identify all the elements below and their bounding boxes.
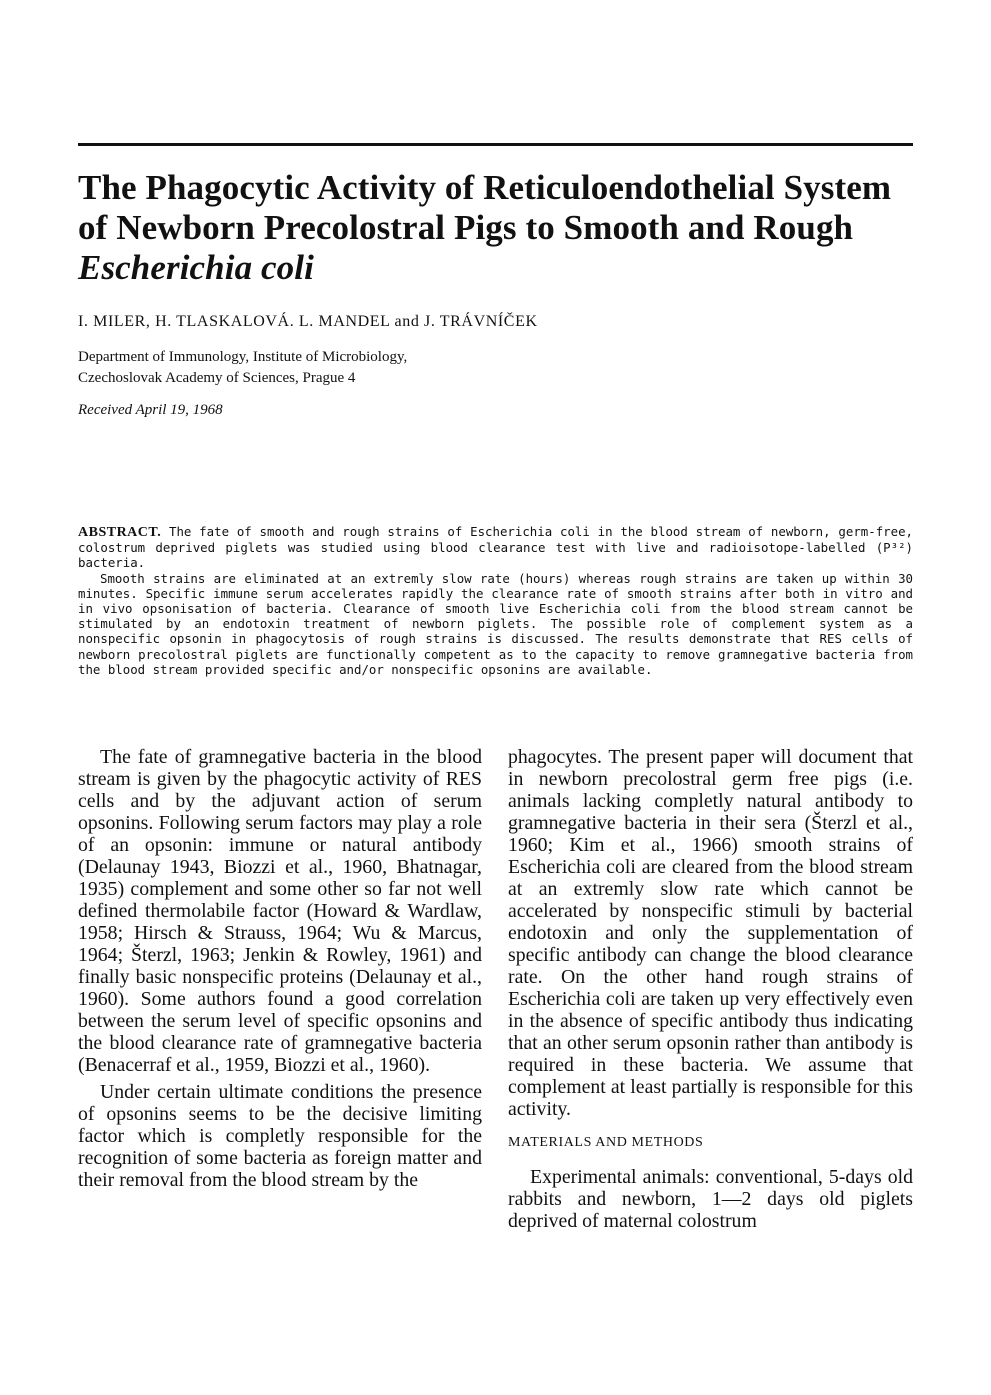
section-heading: MATERIALS AND METHODS — [508, 1135, 704, 1150]
abstract-paragraph-1 — [78, 524, 913, 571]
body-column-left — [78, 746, 482, 1196]
body-paragraph: Under certain ultimate conditions the presence of opsonins seems to be the decisive limiting factor which is completly responsible for the recognition of some bacteria as foreign matter and their removal from the blood stream by the — [78, 1081, 482, 1191]
title-line-1: The Phagocytic Activity of Reticuloendothelial System — [78, 168, 892, 207]
author-list: I. MILER, H. TLASKALOVÁ. L. MANDEL and J. TRÁVNÍČEK — [78, 313, 538, 330]
body-column-right — [508, 746, 913, 1237]
abstract — [78, 524, 913, 677]
abstract-paragraph-2: Smooth strains are eliminated at an extremly slow rate (hours) whereas rough strains are taken up within 30 minutes. Specific immune serum accelerates rapidly the clearance rate of smooth strains after both in vitro and in vivo opsonisation of bacteria. Clearance of smooth live Escherichia coli from the blood stream cannot be stimulated by an endotoxin treatment of newborn piglets. The possible role of complement system as a nonspecific opsonin in phagocytosis of rough strains is discussed. The results demonstrate that RES cells of newborn precolostral piglets are functionally competent as to the capacity to remove gramnegative bacteria from the blood stream provided specific and/or nonspecific opsonins are available. — [78, 570, 913, 677]
affiliation-line-1: Department of Immunology, Institute of Microbiology, — [78, 349, 408, 365]
received-date: Received April 19, 1968 — [78, 402, 223, 418]
header-rule — [78, 143, 913, 146]
article-title — [78, 168, 913, 288]
affiliation — [78, 347, 407, 389]
affiliation-line-2: Czechoslovak Academy of Sciences, Prague 4 — [78, 370, 356, 386]
body-paragraph: phagocytes. The present paper will document that in newborn precolostral germ free pigs (i.e. animals lacking completly natural antibody to gramnegative bacteria in their sera (Šterzl et al., 1960; Kim et al., 1966) smooth strains of Escherichia coli are cleared from the blood stream at an extremly slow rate which cannot be accelerated by nonspecific stimuli by bacterial endotoxin and only the supplementation of specific antibody can change the blood clearance rate. On the other hand rough strains of Escherichia coli are taken up very effectively even in the absence of specific antibody thus indicating that an other serum opsonin rather than antibody is required in these bacteria. We assume that complement at least partially is responsible for this activity. — [508, 746, 913, 1120]
title-line-2: of Newborn Precolostral Pigs to Smooth and Rough — [78, 208, 854, 247]
body-paragraph: The fate of gramnegative bacteria in the blood stream is given by the phagocytic activity of RES cells and by the adjuvant action of serum opsonins. Following serum factors may play a role of an opsonin: immune or natural antibody (Delaunay 1943, Biozzi et al., 1960, Bhatnagar, 1935) complement and some other so far not well defined thermolabile factor (Howard & Wardlaw, 1958; Hirsch & Strauss, 1964; Wu & Marcus, 1964; Šterzl, 1963; Jenkin & Rowley, 1961) and finally basic nonspecific proteins (Delaunay et al., 1960). Some authors found a good correlation between the serum level of specific opsonins and the blood clearance rate of gramnegative bacteria (Benacerraf et al., 1959, Biozzi et al., 1960). — [78, 746, 482, 1076]
abstract-text-1: The fate of smooth and rough strains of Escherichia coli in the blood stream of newborn, germ-free, colostrum deprived piglets was studied using blood clearance test with live and radioisotope-labelled (P³²) bacteria. — [78, 524, 913, 571]
body-paragraph: Experimental animals: conventional, 5-days old rabbits and newborn, 1—2 days old piglets deprived of maternal colostrum — [508, 1166, 913, 1232]
abstract-heading: ABSTRACT. — [78, 525, 162, 540]
title-line-3: Escherichia coli — [78, 248, 314, 287]
